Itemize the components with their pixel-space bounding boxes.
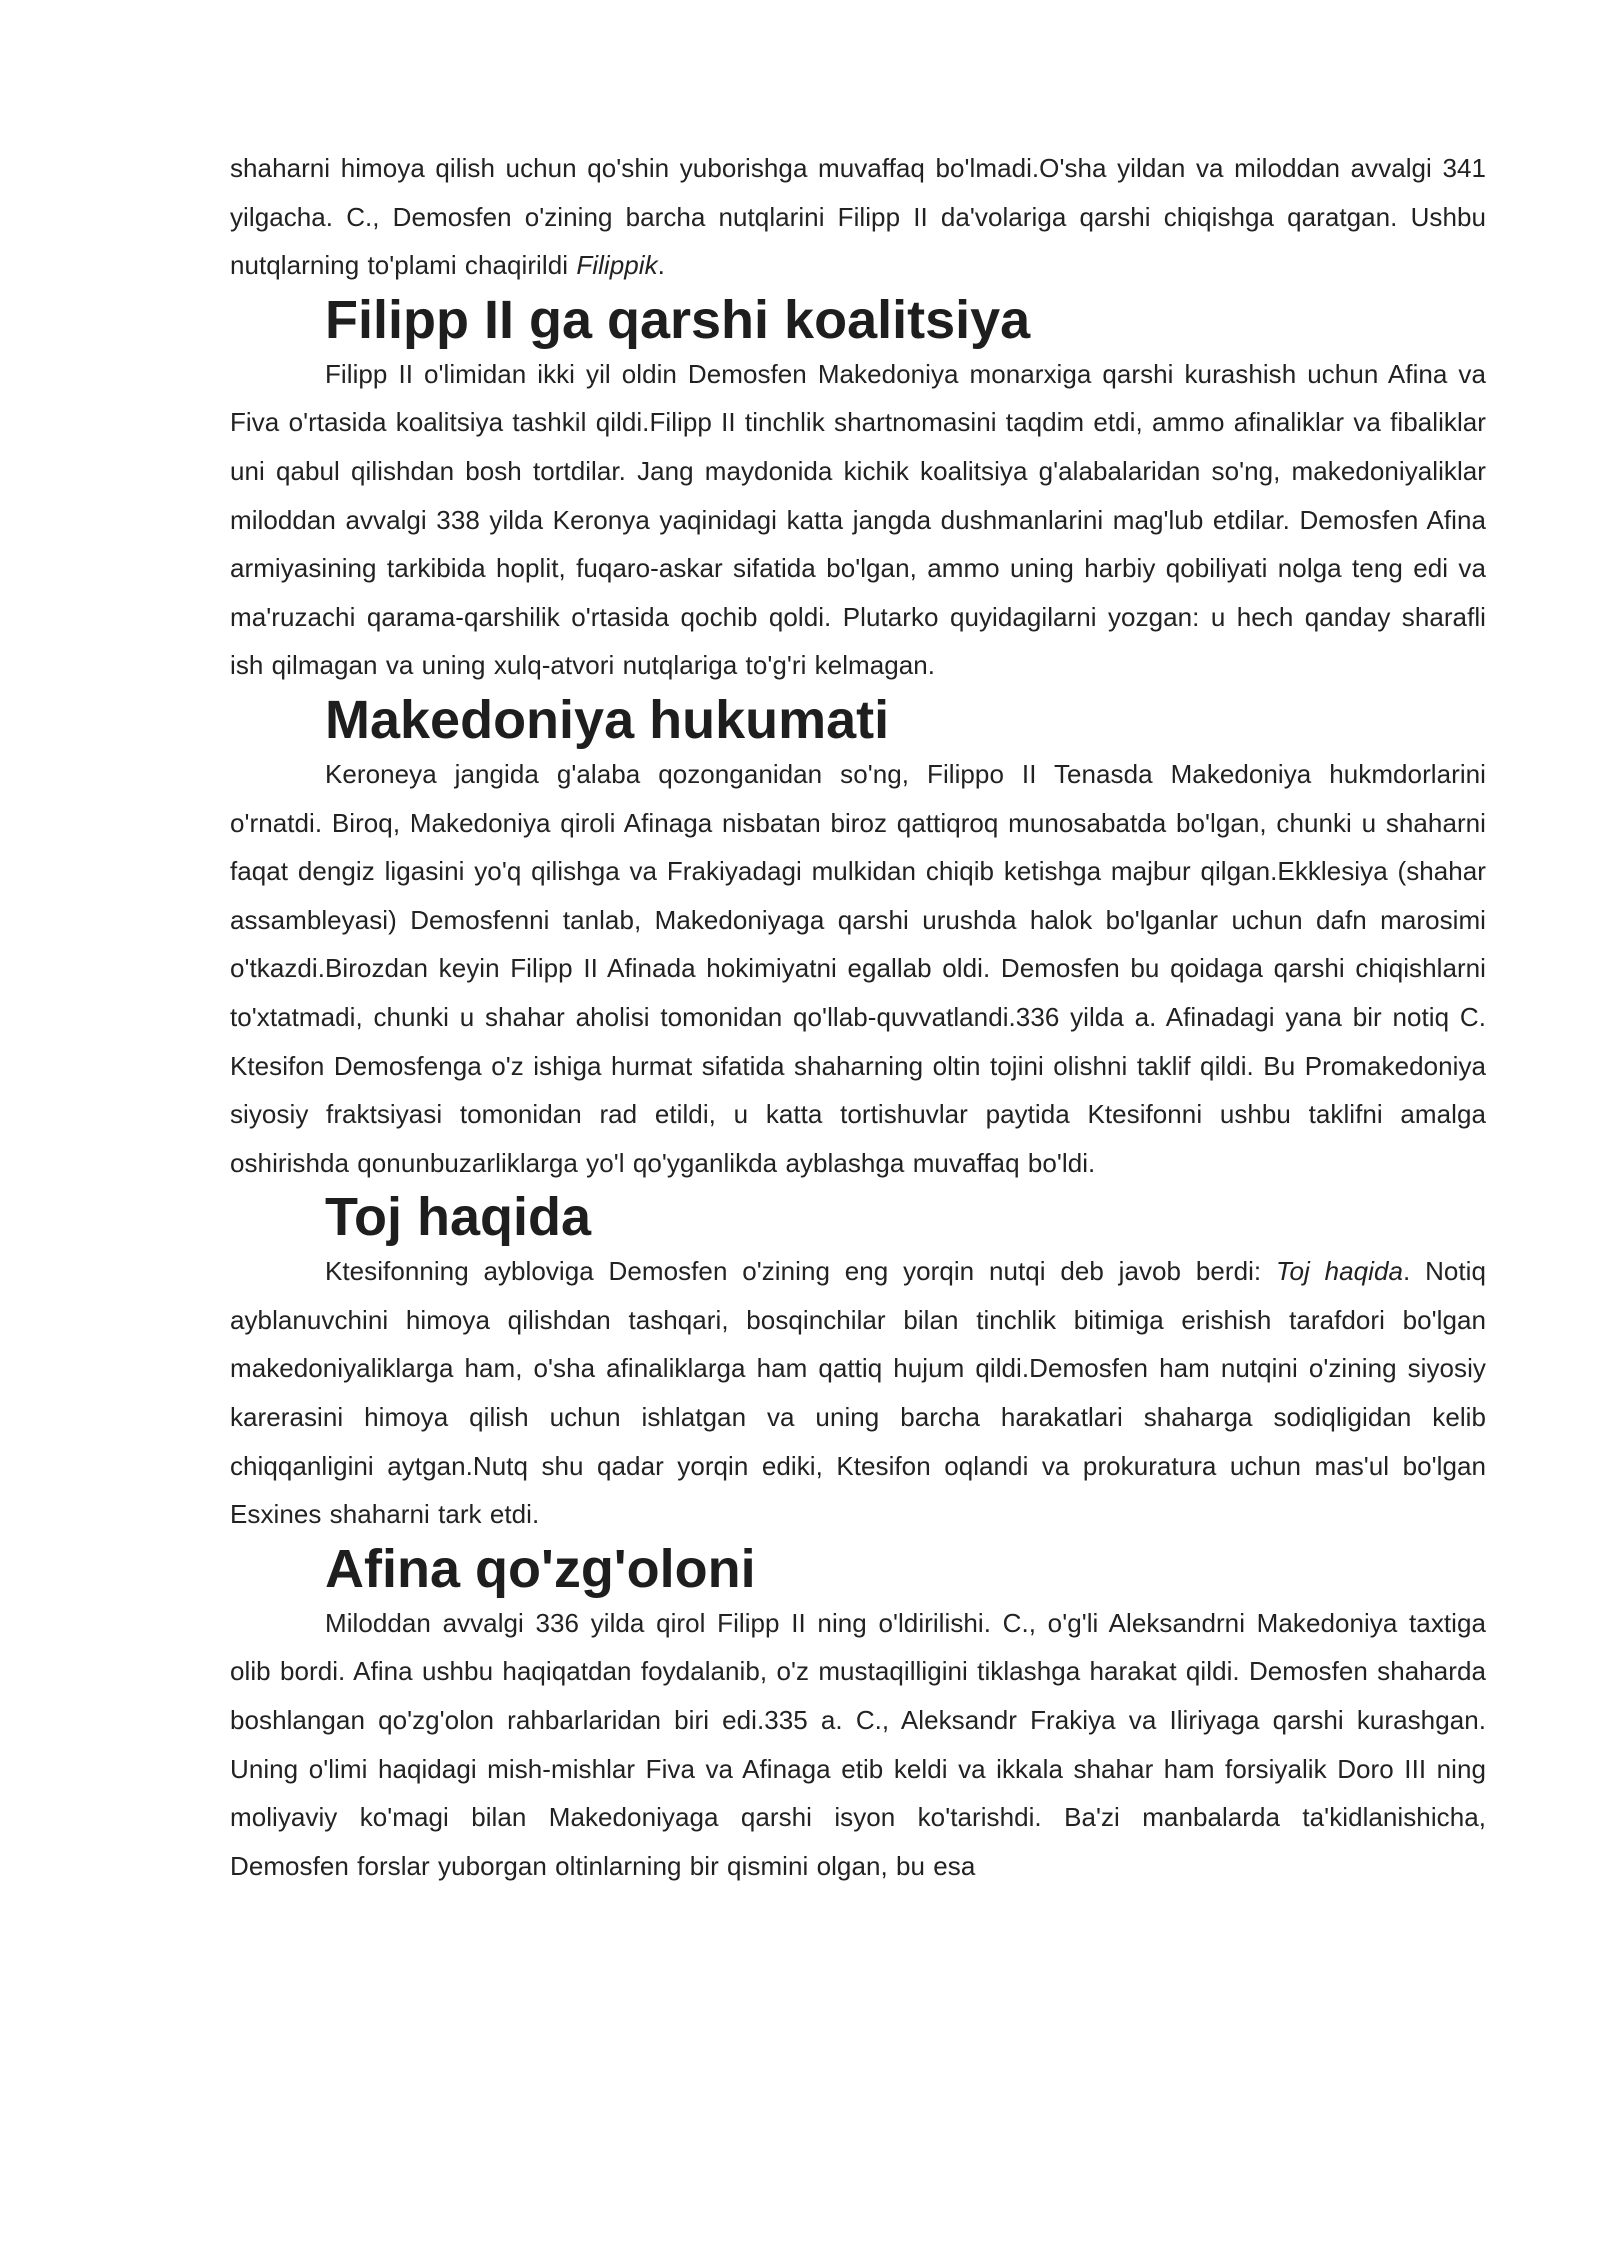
section-paragraph-crown-end: . Notiq ayblanuvchini himoya qilishdan tashqari, bosqinchilar bilan tinchlik bitimiga erishish tarafdori bo'lgan makedoniyaliklarga ham, o'sha afinaliklarga ham qattiq hujum qildi.Demosfen ham nutqini o'zining siyosiy karerasini himoya qilish uchun ishlatgan va uning barcha harakatlari shaharga sodiqligidan kelib chiqqanligini aytgan.Nutq shu qadar yorqin ediki, Ktesifon oqlandi va prokuratura uchun mas'ul bo'lgan Esxines shaharni tark etdi.	[230, 1256, 1487, 1530]
intro-paragraph-emphasis: Filippik	[576, 250, 658, 281]
section-heading-crown: Toj haqida	[325, 1187, 591, 1248]
section-paragraph-coalition: Filipp II o'limidan ikki yil oldin Demosfen Makedoniya monarxiga qarshi kurashish uchun Afina va Fiva o'rtasida koalitsiya tashkil qildi.Filipp II tinchlik shartnomasini taqdim etdi, ammo afinaliklar va fibaliklar uni qabul qilishdan bosh tortdilar. Jang maydonida kichik koalitsiya g'alabalaridan so'ng, makedoniyaliklar miloddan avvalgi 338 yilda Keronya yaqinidagi katta jangda dushmanlarini mag'lub etdilar. Demosfen Afina armiyasining tarkibida hoplit, fuqaro-askar sifatida bo'lgan, ammo uning harbiy qobiliyati nolga teng edi va ma'ruzachi qarama-qarshilik o'rtasida qochib qoldi. Plutarko quyidagilarni yozgan: u hech qanday sharafli ish qilmagan va uning xulq-atvori nutqlariga to'g'ri kelmagan.	[230, 358, 1486, 681]
section-paragraph-crown-text: Ktesifonning aybloviga Demosfen o'zining eng yorqin nutqi deb javob berdi:	[325, 1256, 1276, 1287]
intro-paragraph	[230, 144, 1486, 290]
section-heading-coalition: Filipp II ga qarshi koalitsiya	[325, 289, 1031, 350]
section-paragraph-crown-emphasis: Toj haqida	[1275, 1256, 1404, 1287]
section-paragraph-crown	[230, 1247, 1486, 1539]
intro-paragraph-end: .	[657, 250, 665, 281]
section-paragraph-uprising: Miloddan avvalgi 336 yilda qirol Filipp II ning o'ldirilishi. C., o'g'li Aleksandrni Makedoniya taxtiga olib bordi. Afina ushbu haqiqatdan foydalanib, o'z mustaqilligini tiklashga harakat qildi. Demosfen shaharda boshlangan qo'zg'olon rahbarlaridan biri edi.335 a. C., Aleksandr Frakiya va Iliriyaga qarshi kurashgan. Uning o'limi haqidagi mish-mishlar Fiva va Afinaga etib keldi va ikkala shahar ham forsiyalik Doro III ning moliyaviy ko'magi bilan Makedoniyaga qarshi isyon ko'tarishdi. Ba'zi manbalarda ta'kidlanishicha, Demosfen forslar yuborgan oltinlarning bir qismini olgan, bu esa	[230, 1607, 1486, 1881]
intro-paragraph-text: shaharni himoya qilish uchun qo'shin yuborishga muvaffaq bo'lmadi.O'sha yildan va miloddan avvalgi 341 yilgacha. C., Demosfen o'zining barcha nutqlarini Filipp II da'volariga qarshi chiqishga qaratgan. Ushbu nutqlarning to'plami chaqirildi	[230, 153, 1486, 281]
section-paragraph-government: Keroneya jangida g'alaba qozonganidan so'ng, Filippo II Tenasda Makedoniya hukmdorlarini o'rnatdi. Biroq, Makedoniya qiroli Afinaga nisbatan biroz qattiqroq munosabatda bo'lgan, chunki u shaharni faqat dengiz ligasini yo'q qilishga va Frakiyadagi mulkidan chiqib ketishga majbur qilgan.Ekklesiya (shahar assambleyasi) Demosfenni tanlab, Makedoniyaga qarshi urushda halok bo'lganlar uchun dafn marosimi o'tkazdi.Birozdan keyin Filipp II Afinada hokimiyatni egallab oldi. Demosfen bu qoidaga qarshi chiqishlarni to'xtatmadi, chunki u shahar aholisi tomonidan qo'llab-quvvatlandi.336 yilda a. Afinadagi yana bir notiq C. Ktesifon Demosfenga o'z ishiga hurmat sifatida shaharning oltin tojini olishni taklif qildi. Bu Promakedoniya siyosiy fraktsiyasi tomonidan rad etildi, u katta tortishuvlar paytida Ktesifonni ushbu taklifni amalga oshirishda qonunbuzarliklarga yo'l qo'yganlikda ayblashga muvaffaq bo'ldi.	[230, 758, 1486, 1178]
document-page	[230, 144, 1486, 1890]
section-heading-uprising: Afina qo'zg'oloni	[325, 1538, 756, 1599]
section-heading-government: Makedoniya hukumati	[325, 689, 890, 750]
